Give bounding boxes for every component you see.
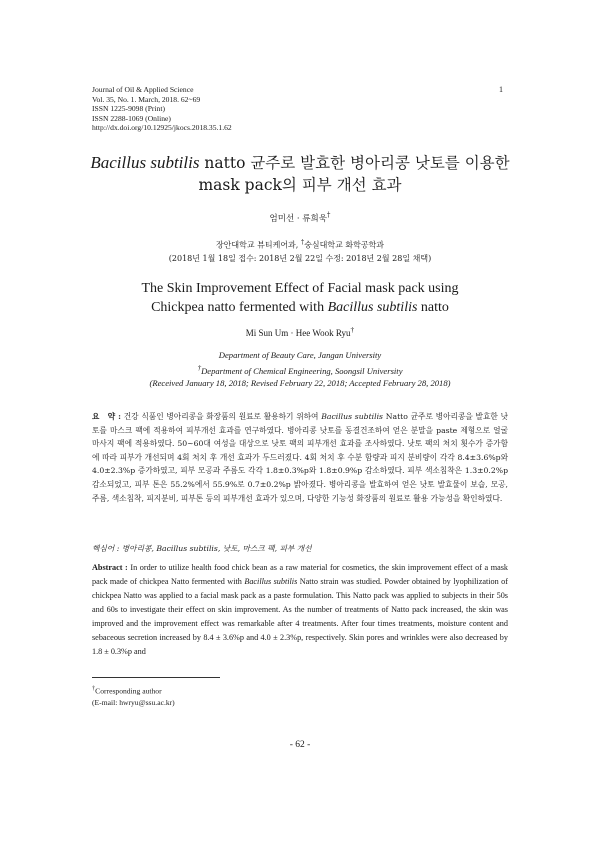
journal-name: Journal of Oil & Applied Science [92,85,194,94]
affiliation-korean [60,236,540,265]
title-korean [60,152,540,196]
title-ko-line1: natto 균주로 발효한 병아리콩 낫토를 이용한 [199,154,510,172]
journal-header [92,85,232,133]
keywords-korean: 핵심어 : 병아리콩, Bacillus subtilis, 낫토, 마스크 팩, 피부 개선 [92,544,312,553]
journal-issn-print: ISSN 1225-9098 (Print) [92,104,165,114]
dates-korean: (2018년 1월 18일 접수: 2018년 2월 22일 수정: 2018년 2월 28일 채택) [168,253,432,263]
footnote-line2: (E-mail: hwryu@ssu.ac.kr) [92,698,175,708]
title-ko-italic: Bacillus subtilis [90,153,200,172]
abstract-en-text-2: Natto strain was studied. Powder obtained by lyophilization of chickpea Natto was applied to a facial mask pack as a paste formulation. This Natto pack was applied to subjects in their 50s and 60s to investigate their effect on skin improvement. As the number of treatments of Natto pack increased, the skin was improved and the improvement effect was remarkable after 4 treatments. After four times treatments, moisture content and sebaceous secretion increased by 8.4 ± 3.6%p and 4.0 ± 2.3%p, respectively. Skin pores and wrinkles were also decreased by 1.8 ± 0.3%p and [92,577,508,656]
abstract-english [92,561,508,659]
footnote-line1: Corresponding author [95,686,162,696]
abstract-en-italic: Bacillus subtilis [244,577,298,586]
title-en-italic: Bacillus subtilis [327,300,418,315]
aff-en-1: Department of Beauty Care, Jangan University [218,350,382,360]
title-en-line1: The Skin Improvement Effect of Facial mask pack using [141,281,459,296]
abstract-ko-text-2: Natto 균주로 병아리콩을 발효한 낫토를 마스크 팩에 적용하여 피부개선 효과를 연구하였다. 병아리콩 낫토를 동결건조하여 얻은 분말을 paste 제형으로 얼굴 마사지 팩에 적용하였다. 50~60대 여성을 대상으로 낫토 팩의 피부개선 효과를 조사하였다. 낫토 팩의 처치 횟수가 증가함에 따라 피부가 개선되며 4회 처치 후 개선 효과가 두드러졌다. 4회 처치 후 수분 함량과 피지 분비량이 각각 8.4±3.6%p와 4.0±2.3%p 증가하였고, 피부 모공과 주름도 각각 1.8±0.3%p와 1.8±0.9%p 감소하였다. 피부 색소침착은 1.3±0.2%p 감소되었고, 피부 톤은 55.2%에서 55.9%로 0.7±0.2%p 밝아졌다. 병아리콩을 발효하여 얻은 낫토 발효물이 보습, 모공, 주름, 색소침착, 피지분비, 피부톤 등의 피부개선 효과가 있으며, 다양한 기능성 화장품의 원료로 활용 가능성을 확인하였다. [92,412,508,503]
aff-ko-1: 장안대학교 뷰티케어과, [215,240,301,250]
title-english [60,279,540,317]
aff-ko-2: 숭실대학교 화학공학과 [304,240,385,250]
page-number: - 62 - [289,740,311,750]
affiliation-english [60,349,540,389]
abstract-ko-label: 요 약 : [92,412,121,421]
aff-en-2: Department of Chemical Engineering, Soongsil University [201,365,403,376]
title-en-line2-post: natto [417,300,449,315]
journal-doi[interactable]: http://dx.doi.org/10.12925/jkocs.2018.35.1.62 [92,123,232,133]
authors-korean [60,210,540,224]
footnote [92,683,175,709]
dates-english: (Received January 18, 2018; Revised February 22, 2018; Accepted February 28, 2018) [149,377,451,388]
abstract-ko-text-1: 건강 식품인 병아리콩을 화장품의 원료로 활용하기 위하여 [120,412,322,421]
page-marker: 1 [499,85,503,94]
journal-volume: Vol. 35, No. 1. March, 2018. 62~69 [92,94,201,104]
authors-english [60,325,540,338]
title-ko-line2: mask pack의 피부 개선 효과 [198,176,402,194]
abstract-en-text-1: In order to utilize health food chick bean as a raw material for cosmetics, the skin improvement effect of a mask pack made of chickpea Natto fermented with [92,563,508,586]
journal-issn-online: ISSN 2288-1069 (Online) [92,113,171,123]
abstract-ko-italic: Bacillus subtilis [321,412,384,421]
authors-ko-dagger: † [326,210,331,219]
authors-en-dagger: † [350,325,355,334]
aff-ko-dagger: † [300,238,305,246]
aff-en-dagger: † [197,363,202,372]
footnote-divider [92,677,220,678]
abstract-korean [92,410,508,505]
authors-en-names: Mi Sun Um · Hee Wook Ryu [245,328,351,338]
footnote-dagger: † [92,685,96,692]
authors-ko-names: 엄미선 · 류희욱 [269,213,327,224]
title-en-line2-pre: Chickpea natto fermented with [151,300,328,315]
abstract-en-label: Abstract : [92,563,128,572]
